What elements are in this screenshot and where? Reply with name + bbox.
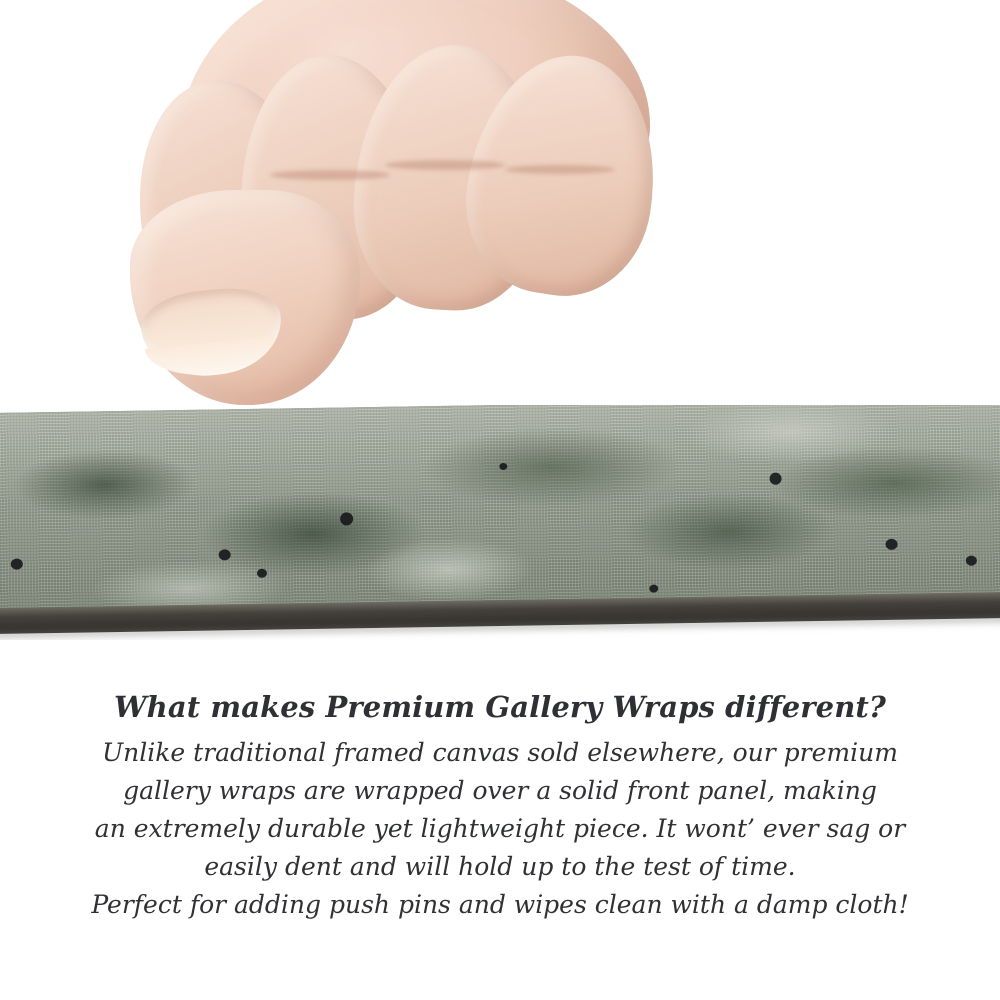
canvas-gallery-wrap <box>0 405 1000 640</box>
caption-line: easily dent and will hold up to the test of time. <box>204 851 796 881</box>
canvas-speck <box>219 549 231 560</box>
caption-line: an extremely durable yet lightweight piece. It wont’ ever sag or <box>94 813 906 843</box>
caption-line: Perfect for adding push pins and wipes clean with a damp cloth! <box>91 889 909 919</box>
caption-body <box>0 734 1000 924</box>
canvas-speck <box>886 539 898 550</box>
knuckle-crease <box>270 170 390 180</box>
canvas-speck <box>649 585 658 593</box>
canvas-speck <box>499 463 507 470</box>
knuckle-crease <box>385 160 505 170</box>
hand-pressing-canvas <box>120 0 680 430</box>
canvas-speck <box>769 473 781 485</box>
canvas-speck <box>11 559 23 570</box>
canvas-speck <box>257 569 267 578</box>
caption-block <box>0 690 1000 924</box>
caption-title: What makes Premium Gallery Wraps different? <box>114 690 886 724</box>
caption-line: Unlike traditional framed canvas sold elsewhere, our premium <box>102 737 898 767</box>
caption-line: gallery wraps are wrapped over a solid front panel, making <box>123 775 877 805</box>
canvas-speck <box>340 512 353 525</box>
canvas-speck <box>966 556 977 566</box>
knuckle-crease <box>505 165 615 174</box>
canvas-printed-face <box>0 405 1000 623</box>
